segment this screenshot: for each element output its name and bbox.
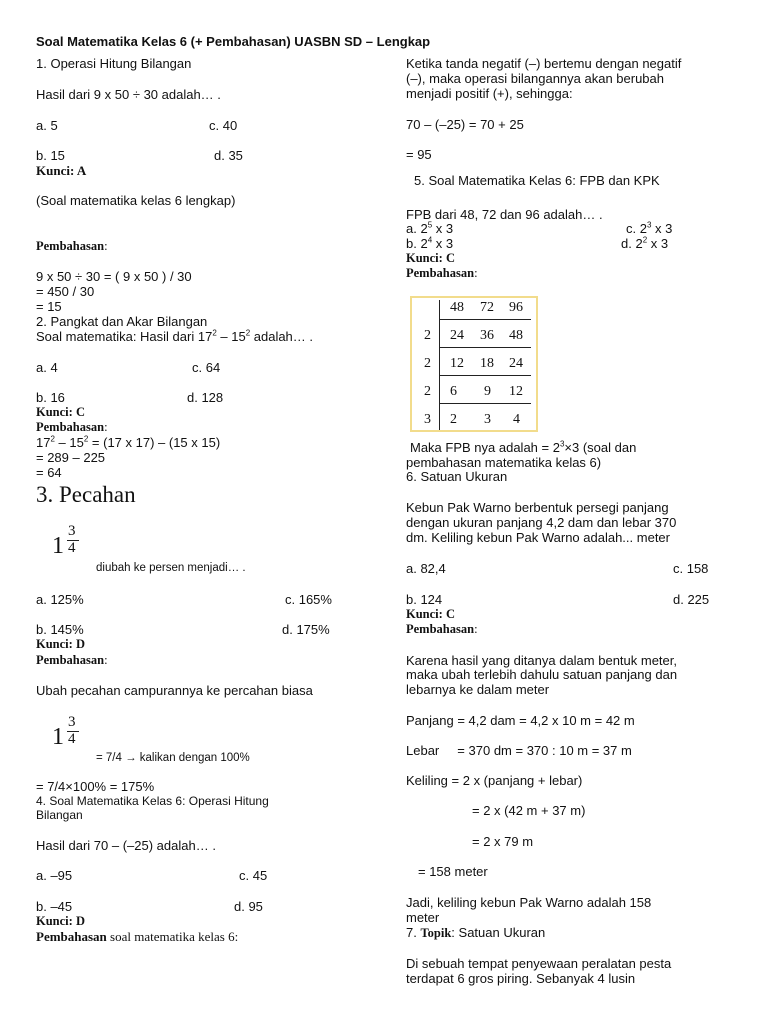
q5-kunci: Kunci: C <box>406 251 455 265</box>
q2-option-a: a. 4 <box>36 360 58 375</box>
q6-option-c: c. 158 <box>673 561 709 576</box>
q5-option-b: b. $2^4$ x 3 <box>406 235 454 251</box>
q4-option-b: b. –45 <box>36 899 73 914</box>
q1-kunci: Kunci: A <box>36 163 87 178</box>
q5-heading: 5. Soal Matematika Kelas 6: FPB dan KPK <box>414 173 660 188</box>
q3-kunci: Kunci: D <box>36 637 85 651</box>
q6-heading: 6. Satuan Ukuran <box>406 469 508 484</box>
q6-keliling-line3: = 2 x 79 m <box>472 834 534 849</box>
q6-option-b: b. 124 <box>406 592 443 607</box>
q1-work-line1: 9 x 50 ÷ 30 = ( 9 x 50 ) / 30 <box>36 269 192 284</box>
q4-heading-line1: 4. Soal Matematika Kelas 6: Operasi Hitung <box>36 794 269 808</box>
q5-answer-line1: Maka FPB nya adalah = $2^3\times 3$ (soal dan <box>410 439 637 455</box>
q3-option-b: b. 145% <box>36 622 84 637</box>
q6-text-line3: dm. Keliling kebun Pak Warno adalah... meter <box>406 530 670 545</box>
q1-pembahasan-label: Pembahasan: <box>36 239 108 253</box>
q7-text-line2: terdapat 6 gros piring. Sebanyak 4 lusin <box>406 971 636 986</box>
q1-option-c: c. 40 <box>209 118 238 133</box>
q3-work-line1: = 7/4 → kalikan dengan 100% <box>96 752 250 764</box>
q1-option-d: d. 35 <box>214 148 243 163</box>
q6-option-d: d. 225 <box>673 592 710 607</box>
q6-keliling-line4: = 158 meter <box>418 864 488 879</box>
q7-heading: 7. Topik: Satuan Ukuran <box>406 925 546 940</box>
q2-work-line1: $17^2 - 15^2 = (17$ x 17) – (15 x 15) <box>36 434 221 450</box>
q3-question: diubah ke persen menjadi… . <box>96 562 246 574</box>
q4-explanation-line2: (–), maka operasi bilangannya akan berubah <box>406 71 665 86</box>
q6-option-a: a. 82,4 <box>406 561 446 576</box>
q3-option-c: c. 165% <box>285 592 332 607</box>
q6-work-intro-line1: Karena hasil yang ditanya dalam bentuk meter, <box>406 653 678 668</box>
q4-explanation-line1: Ketika tanda negatif (–) bertemu dengan negatif <box>406 56 682 71</box>
q6-conclusion-line2: meter <box>406 910 440 925</box>
q1-heading: 1. Operasi Hitung Bilangan <box>36 56 192 71</box>
q2-work-line2: = 289 – 225 <box>36 450 106 465</box>
q6-pembahasan-label: Pembahasan: <box>406 622 478 636</box>
q4-option-a: a. –95 <box>36 868 73 883</box>
q4-heading-line2: Bilangan <box>36 808 83 822</box>
q3-work-line2: = 7/4×100% = 175% <box>36 779 155 794</box>
q6-keliling-line2: = 2 x (42 m + 37 m) <box>472 803 586 818</box>
q4-work-line1: 70 – (–25) = 70 + 25 <box>406 117 524 132</box>
q1-option-b: b. 15 <box>36 148 65 163</box>
q2-kunci: Kunci: C <box>36 405 85 419</box>
q4-work-line2: = 95 <box>406 147 432 162</box>
q6-work-intro-line3: lebarnya ke dalam meter <box>406 682 550 697</box>
q1-question: Hasil dari 9 x 50 ÷ 30 adalah… . <box>36 87 221 102</box>
q2-option-d: d. 128 <box>187 390 224 405</box>
q5-option-c: c. $2^3$ x 3 <box>626 220 673 236</box>
q4-kunci: Kunci: D <box>36 914 85 928</box>
q4-option-d: d. 95 <box>234 899 263 914</box>
q2-question: Soal matematika: Hasil dari $17^2 - 15^2$ adalah… . <box>36 328 314 344</box>
q5-pembahasan-label: Pembahasan: <box>406 266 478 280</box>
q6-conclusion-line1: Jadi, keliling kebun Pak Warno adalah 158 <box>406 895 652 910</box>
q5-answer-line2: pembahasan matematika kelas 6) <box>406 455 602 470</box>
q2-pembahasan-label: Pembahasan: <box>36 420 108 434</box>
q7-text-line1: Di sebuah tempat penyewaan peralatan pesta <box>406 956 672 971</box>
q4-pembahasan-line: Pembahasan soal matematika kelas 6: <box>36 929 239 944</box>
q2-heading: 2. Pangkat dan Akar Bilangan <box>36 314 208 329</box>
q3-work-intro: Ubah pecahan campurannya ke percahan biasa <box>36 683 313 698</box>
q5-option-a: a. $2^5$ x 3 <box>406 220 454 236</box>
q4-question: Hasil dari 70 – (–25) adalah… . <box>36 838 216 853</box>
q6-text-line2: dengan ukuran panjang 4,2 dam dan lebar 370 <box>406 515 677 530</box>
q3-option-d: d. 175% <box>282 622 330 637</box>
q1-option-a: a. 5 <box>36 118 58 133</box>
q2-work-line3: = 64 <box>36 465 62 480</box>
fpb-factor-table: 48 72 96 2 24 36 48 2 12 18 24 2 6 9 12 3 2 3 4 <box>410 296 538 432</box>
q3-heading: 3. Pecahan <box>36 482 136 507</box>
q6-text-line1: Kebun Pak Warno berbentuk persegi panjang <box>406 500 669 515</box>
q5-option-d: d. $2^2$ x 3 <box>621 235 669 251</box>
q6-keliling-line1: Keliling = 2 x (panjang + lebar) <box>406 773 583 788</box>
q2-option-b: b. 16 <box>36 390 65 405</box>
q3-pembahasan-label: Pembahasan: <box>36 653 108 667</box>
q5-question: FPB dari 48, 72 dan 96 adalah… . <box>406 207 603 222</box>
q6-work-intro-line2: maka ubah terlebih dahulu satuan panjang dan <box>406 667 678 682</box>
q6-lebar: Lebar = 370 dm = 370 : 10 m = 37 m <box>406 743 632 758</box>
q2-option-c: c. 64 <box>192 360 221 375</box>
q1-note: (Soal matematika kelas 6 lengkap) <box>36 193 236 208</box>
q4-option-c: c. 45 <box>239 868 268 883</box>
q6-panjang: Panjang = 4,2 dam = 4,2 x 10 m = 42 m <box>406 713 635 728</box>
q4-explanation-line3: menjadi positif (+), sehingga: <box>406 86 573 101</box>
q6-kunci: Kunci: C <box>406 607 455 621</box>
page-title: Soal Matematika Kelas 6 (+ Pembahasan) UASBN SD – Lengkap <box>36 34 431 49</box>
q1-work-line3: = 15 <box>36 299 62 314</box>
q1-work-line2: = 450 / 30 <box>36 284 95 299</box>
q3-option-a: a. 125% <box>36 592 84 607</box>
